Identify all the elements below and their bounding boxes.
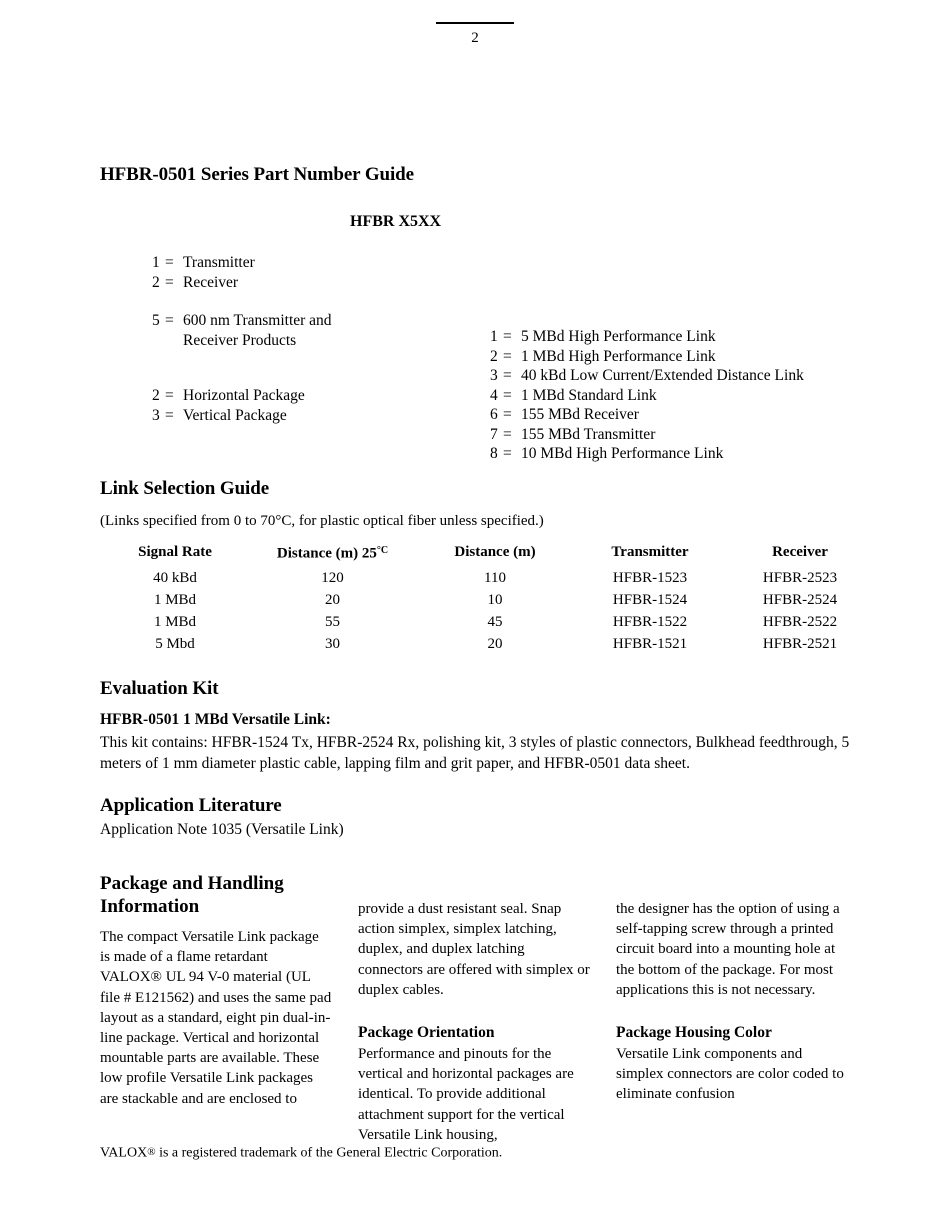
part-number-guide-title: HFBR-0501 Series Part Number Guide (100, 164, 414, 185)
package-column-1-paragraph: The compact Versatile Link package is made of a flame retardant VALOX® UL 94 V-0 material (UL file # E121562) and uses the same pad layout as a standard, eight pin dual-in-line package. Vertical and horizontal mountable parts are available. These low profile Versatile Link packages are stackable and are enclosed to (100, 929, 332, 1107)
item-number: 2 (490, 347, 498, 365)
item-number: 8 (490, 445, 498, 462)
item-number: 5 (152, 312, 160, 329)
cell-transmitter: HFBR-1521 (612, 635, 688, 652)
item-label: Receiver (183, 273, 239, 291)
item-label: Horizontal Package (183, 387, 305, 404)
item-equals: = (503, 367, 512, 384)
cell-distance: 110 (484, 569, 506, 586)
link-selection-note: (Links specified from 0 to 70°C, for plastic optical fiber unless specified.) (100, 513, 544, 529)
package-column-1 (100, 873, 332, 1109)
cell-receiver: HFBR-2524 (762, 591, 838, 608)
item-equals: = (165, 387, 174, 404)
part-number-item (490, 405, 860, 425)
table-row (100, 567, 875, 589)
page-number: 2 (471, 30, 479, 46)
link-selection-table (100, 540, 875, 655)
item-number: 6 (490, 406, 498, 423)
package-section-title-line2: Information (100, 895, 200, 917)
cell-signal-rate: 40 kBd (153, 569, 197, 586)
item-equals: = (503, 328, 512, 345)
item-equals: = (165, 254, 174, 271)
item-equals: = (165, 273, 174, 291)
part-number-right-column (490, 327, 860, 464)
part-number-breakdown (100, 253, 860, 463)
cell-distance: 45 (487, 613, 503, 630)
package-column-2 (358, 873, 590, 1145)
package-column-3-paragraph-1: the designer has the option of using a self-tapping screw through a printed circuit board into a mounting hole at the bottom of the package. For most applications this is not necessary. (616, 901, 840, 998)
cell-signal-rate: 5 Mbd (155, 635, 195, 652)
table-header-row (100, 540, 875, 567)
item-number: 3 (152, 406, 160, 424)
page-header (0, 22, 950, 46)
cell-signal-rate: 1 MBd (153, 591, 197, 608)
column-header-distance: Distance (m) (454, 544, 536, 561)
item-equals: = (503, 445, 512, 462)
part-number-item (490, 366, 860, 386)
part-number-item (490, 386, 860, 406)
item-label: Vertical Package (183, 406, 287, 424)
item-label: 10 MBd High Performance Link (521, 445, 724, 462)
part-number-item (490, 444, 860, 464)
link-selection-guide-title: Link Selection Guide (100, 478, 270, 499)
package-column-2-paragraph-1: provide a dust resistant seal. Snap action simplex, simplex latching, duplex, and duplex latching connectors are offered with simplex or duplex cables. (358, 901, 590, 998)
cell-transmitter: HFBR-1523 (612, 569, 688, 586)
link-selection-guide-section (100, 478, 860, 655)
cell-distance-25c: 55 (325, 613, 340, 630)
part-number-guide-section (100, 164, 860, 463)
cell-distance: 20 (487, 635, 503, 652)
item-number: 1 (152, 254, 160, 271)
column-header-transmitter: Transmitter (611, 544, 689, 561)
package-column-3-paragraph-2: Versatile Link components and simplex connectors are color coded to eliminate confusion (616, 1046, 844, 1103)
evaluation-kit-body: This kit contains: HFBR-1524 Tx, HFBR-2524 Rx, polishing kit, 3 styles of plastic connectors, Bulkhead feedthrough, 5 meters of 1 mm diameter plastic cable, lapping film and grit paper, and HFBR-0501 data sheet. (100, 734, 850, 772)
item-label: 155 MBd Receiver (521, 406, 639, 423)
column-header-receiver: Receiver (772, 544, 828, 561)
package-housing-color-heading: Package Housing Color (616, 1024, 772, 1042)
degree-symbol: °C (376, 545, 389, 556)
spacer (152, 350, 482, 386)
item-label: 5 MBd High Performance Link (521, 328, 716, 345)
spacer (152, 292, 482, 311)
item-equals: = (503, 386, 512, 404)
package-orientation-heading: Package Orientation (358, 1024, 495, 1042)
item-number: 1 (490, 328, 498, 345)
column-header-distance-25c-text: Distance (m) 25 (276, 545, 377, 562)
column-header-distance-25c (250, 540, 415, 567)
cell-receiver: HFBR-2523 (762, 569, 838, 586)
evaluation-kit-section (100, 678, 860, 774)
package-column-2-paragraph-2: Performance and pinouts for the vertical and horizontal packages are identical. To provide additional attachment support for the vertical Versatile Link housing, (358, 1046, 574, 1143)
table-row (100, 611, 875, 633)
item-equals: = (503, 425, 512, 443)
spacer (358, 1000, 590, 1023)
registered-trademark-icon: ® (147, 1146, 156, 1158)
item-equals: = (165, 312, 174, 329)
item-equals: = (503, 406, 512, 423)
item-number: 2 (152, 273, 160, 291)
item-label: Transmitter (183, 254, 255, 271)
cell-distance-25c: 20 (325, 591, 340, 608)
part-number-item (490, 347, 860, 367)
item-equals: = (165, 406, 174, 424)
part-number-code: HFBR X5XX (350, 213, 442, 230)
package-column-3 (616, 873, 848, 1105)
part-number-item (152, 311, 482, 331)
item-label: 600 nm Transmitter and (183, 312, 332, 329)
evaluation-kit-title: Evaluation Kit (100, 678, 219, 699)
cell-transmitter: HFBR-1522 (612, 613, 688, 630)
part-number-item (152, 273, 482, 293)
item-label: 1 MBd High Performance Link (521, 347, 716, 365)
part-number-item (490, 327, 860, 347)
cell-distance: 10 (487, 591, 503, 608)
cell-receiver: HFBR-2522 (762, 613, 838, 630)
footer-trademark-pre: VALOX (100, 1145, 148, 1161)
part-number-item (152, 386, 482, 406)
header-rule (436, 22, 514, 24)
item-number: 7 (490, 425, 498, 443)
cell-transmitter: HFBR-1524 (612, 591, 688, 608)
item-label: 40 kBd Low Current/Extended Distance Link (521, 367, 804, 384)
footer-trademark-post: is a registered trademark of the General Electric Corporation. (155, 1145, 503, 1161)
item-label: 1 MBd Standard Link (521, 386, 657, 404)
evaluation-kit-subtitle: HFBR-0501 1 MBd Versatile Link: (100, 711, 331, 728)
cell-distance-25c: 120 (321, 569, 344, 586)
part-number-item (152, 406, 482, 426)
cell-receiver: HFBR-2521 (762, 635, 838, 652)
item-label: 155 MBd Transmitter (521, 425, 656, 443)
application-literature-title: Application Literature (100, 795, 282, 816)
spacer (616, 1000, 848, 1023)
item-label-continued: Receiver Products (183, 331, 297, 349)
item-number: 4 (490, 386, 498, 404)
table-row (100, 589, 875, 611)
item-number: 2 (152, 387, 160, 404)
package-section-title-line1: Package and Handling (100, 873, 284, 894)
package-section-title (100, 873, 332, 918)
cell-signal-rate: 1 MBd (153, 613, 197, 630)
item-number: 3 (490, 367, 498, 384)
application-literature-body: Application Note 1035 (Versatile Link) (100, 821, 344, 838)
part-number-item (152, 253, 482, 273)
footer-trademark-note (100, 1143, 502, 1163)
column-header-signal-rate: Signal Rate (138, 544, 212, 561)
item-equals: = (503, 347, 512, 365)
application-literature-section (100, 795, 860, 841)
part-number-left-column (152, 253, 482, 425)
cell-distance-25c: 30 (325, 635, 340, 652)
table-row (100, 633, 875, 655)
part-number-item (490, 425, 860, 445)
